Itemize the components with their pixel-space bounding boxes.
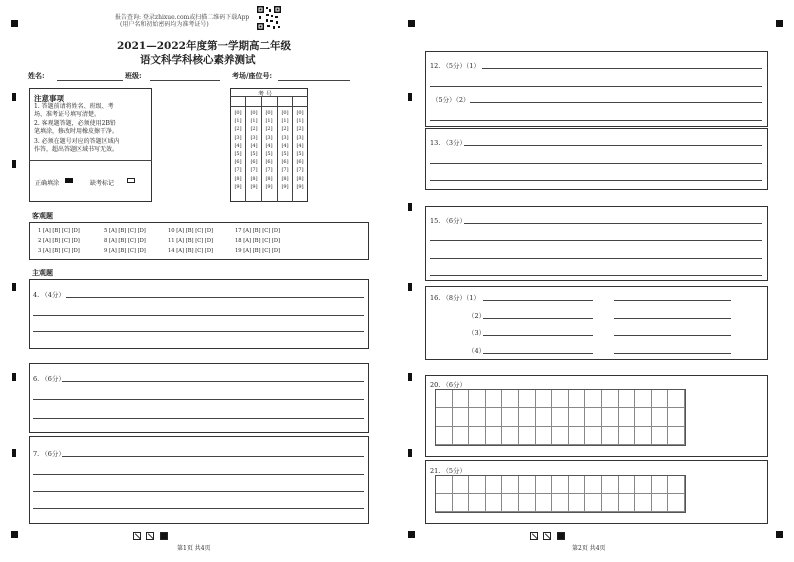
q6-answer-box bbox=[29, 363, 369, 433]
grid-cell[interactable] bbox=[585, 390, 602, 408]
exam-number-digit[interactable]: [2] bbox=[265, 126, 273, 133]
divider bbox=[29, 160, 152, 161]
exam-number-digit[interactable]: [9] bbox=[281, 183, 289, 190]
exam-number-digit[interactable]: [9] bbox=[265, 183, 273, 190]
exam-number-digit[interactable]: [3] bbox=[265, 134, 273, 141]
side-mark bbox=[12, 283, 16, 291]
answer-line[interactable] bbox=[33, 331, 364, 332]
objective-item[interactable]: 18 [A] [B] [C] [D] bbox=[235, 238, 281, 244]
objective-item[interactable]: 3 [A] [B] [C] [D] bbox=[38, 248, 80, 254]
objective-item[interactable]: 14 [A] [B] [C] [D] bbox=[168, 248, 214, 254]
grid-cell[interactable] bbox=[552, 408, 569, 426]
exam-number-digit[interactable]: [0] bbox=[265, 110, 273, 116]
exam-number-digit[interactable]: [5] bbox=[234, 151, 242, 158]
grid-cell[interactable] bbox=[668, 476, 685, 494]
grid-cell[interactable] bbox=[585, 427, 602, 445]
grid-cell[interactable] bbox=[602, 408, 619, 426]
grid-cell[interactable] bbox=[635, 390, 652, 408]
exam-number-digit[interactable]: [8] bbox=[296, 175, 304, 182]
grid-cell[interactable] bbox=[635, 476, 652, 494]
exam-number-digit[interactable]: [2] bbox=[296, 126, 304, 133]
grid-cell[interactable] bbox=[536, 476, 553, 494]
page-check-box bbox=[530, 532, 538, 540]
grid-cell[interactable] bbox=[502, 494, 519, 512]
grid-cell[interactable] bbox=[569, 427, 586, 445]
exam-number-digit[interactable]: [1] bbox=[234, 118, 242, 125]
grid-cell[interactable] bbox=[469, 476, 486, 494]
grid-cell[interactable] bbox=[668, 427, 685, 445]
answer-line[interactable] bbox=[482, 68, 762, 69]
grid-cell[interactable] bbox=[436, 390, 453, 408]
exam-number-digit[interactable]: [7] bbox=[281, 167, 289, 174]
grid-cell[interactable] bbox=[668, 494, 685, 512]
grid-cell[interactable] bbox=[652, 427, 669, 445]
grid-cell[interactable] bbox=[635, 408, 652, 426]
exam-number-digit[interactable]: [1] bbox=[250, 118, 258, 125]
grid-cell[interactable] bbox=[552, 390, 569, 408]
exam-number-digit[interactable]: [5] bbox=[281, 151, 289, 158]
q6-label: 6. （6分） bbox=[33, 375, 65, 383]
exam-number-digit[interactable]: [3] bbox=[250, 134, 258, 141]
qr-code bbox=[256, 5, 282, 31]
answer-line[interactable] bbox=[483, 300, 593, 301]
objective-item[interactable]: 2 [A] [B] [C] [D] bbox=[38, 238, 80, 244]
q15-answer-box bbox=[425, 206, 768, 281]
divider bbox=[261, 96, 262, 202]
grid-cell[interactable] bbox=[436, 427, 453, 445]
grid-cell[interactable] bbox=[502, 427, 519, 445]
objective-title: 客观题 bbox=[32, 211, 53, 220]
exam-number-digit[interactable]: [7] bbox=[296, 167, 304, 174]
q12-part2-label: （5分）（2） bbox=[432, 96, 470, 104]
grid-cell[interactable] bbox=[469, 408, 486, 426]
corner-mark bbox=[11, 20, 18, 27]
notice-title: 注意事项 bbox=[34, 94, 64, 103]
exam-number-column[interactable] bbox=[294, 109, 306, 191]
exam-number-digit[interactable]: [5] bbox=[265, 151, 273, 158]
exam-number-digit[interactable]: [1] bbox=[296, 118, 304, 125]
grid-cell[interactable] bbox=[536, 408, 553, 426]
class-label: 班级: bbox=[125, 71, 142, 80]
room-seat-label: 考场/座位号: bbox=[232, 71, 273, 80]
objective-item[interactable]: 9 [A] [B] [C] [D] bbox=[104, 248, 146, 254]
corner-mark bbox=[776, 20, 783, 27]
answer-line[interactable] bbox=[483, 353, 593, 354]
exam-number-column[interactable] bbox=[248, 109, 260, 191]
grid-cell[interactable] bbox=[652, 476, 669, 494]
objective-item[interactable]: 10 [A] [B] [C] [D] bbox=[168, 228, 214, 234]
grid-cell[interactable] bbox=[569, 408, 586, 426]
grid-cell[interactable] bbox=[619, 408, 636, 426]
notice-item: 3. 必须在题号对应的答题区域内作答，超出答题区域书写无效。 bbox=[34, 138, 120, 153]
grid-cell[interactable] bbox=[519, 494, 536, 512]
exam-number-column[interactable] bbox=[279, 109, 291, 191]
side-mark bbox=[408, 93, 412, 101]
grid-cell[interactable] bbox=[552, 494, 569, 512]
side-mark bbox=[12, 160, 16, 168]
q4-answer-box bbox=[29, 279, 369, 349]
answer-line[interactable] bbox=[430, 180, 762, 181]
grid-cell[interactable] bbox=[502, 476, 519, 494]
exam-number-digit[interactable]: [0] bbox=[250, 110, 258, 116]
exam-number-digit[interactable]: [2] bbox=[281, 126, 289, 133]
correct-fill-label: 正确填涂 bbox=[35, 180, 60, 187]
objective-column[interactable] bbox=[168, 226, 213, 256]
q16-part-label: （4） bbox=[468, 347, 486, 355]
answer-line[interactable] bbox=[483, 318, 593, 319]
objective-item[interactable]: 5 [A] [B] [C] [D] bbox=[104, 228, 146, 234]
exam-number-digit[interactable]: [8] bbox=[281, 175, 289, 182]
exam-number-digit[interactable]: [2] bbox=[250, 126, 258, 133]
page-number: 第2页 共4页 bbox=[572, 545, 606, 552]
divider bbox=[230, 96, 308, 97]
side-mark bbox=[12, 93, 16, 101]
grid-cell[interactable] bbox=[436, 408, 453, 426]
answer-line[interactable] bbox=[430, 240, 762, 241]
side-mark bbox=[12, 373, 16, 381]
exam-number-digit[interactable]: [0] bbox=[296, 110, 304, 116]
grid-cell[interactable] bbox=[602, 390, 619, 408]
grid-cell[interactable] bbox=[453, 390, 470, 408]
answer-line[interactable] bbox=[33, 491, 364, 492]
q16-part-label: （2） bbox=[468, 312, 486, 320]
exam-number-digit[interactable]: [9] bbox=[234, 183, 242, 190]
grid-cell[interactable] bbox=[668, 408, 685, 426]
exam-number-digit[interactable]: [3] bbox=[234, 134, 242, 141]
answer-line[interactable] bbox=[62, 456, 364, 457]
answer-line[interactable] bbox=[33, 474, 364, 475]
q20-writing-grid[interactable] bbox=[435, 389, 686, 446]
answer-line[interactable] bbox=[614, 335, 731, 336]
subjective-title: 主观题 bbox=[32, 268, 53, 277]
q16-label: 16. （8分）（1） bbox=[430, 294, 480, 302]
exam-number-column[interactable] bbox=[263, 109, 275, 191]
answer-line[interactable] bbox=[430, 163, 762, 164]
grid-cell[interactable] bbox=[585, 494, 602, 512]
exam-number-digit[interactable]: [4] bbox=[265, 142, 273, 149]
exam-number-digit[interactable]: [7] bbox=[265, 167, 273, 174]
grid-cell[interactable] bbox=[519, 427, 536, 445]
grid-cell[interactable] bbox=[536, 427, 553, 445]
exam-number-digit[interactable]: [4] bbox=[296, 142, 304, 149]
q4-label: 4. （4分） bbox=[33, 291, 65, 299]
grid-cell[interactable] bbox=[436, 494, 453, 512]
grid-cell[interactable] bbox=[453, 427, 470, 445]
answer-line[interactable] bbox=[464, 223, 762, 224]
side-mark bbox=[408, 203, 412, 211]
corner-mark bbox=[776, 531, 783, 538]
grid-cell[interactable] bbox=[502, 390, 519, 408]
grid-cell[interactable] bbox=[519, 408, 536, 426]
page-number: 第1页 共4页 bbox=[177, 545, 211, 552]
exam-title: 2021—2022年度第一学期高二年级 bbox=[117, 40, 291, 52]
answer-line[interactable] bbox=[614, 353, 731, 354]
exam-number-digit[interactable]: [6] bbox=[250, 159, 258, 166]
grid-cell[interactable] bbox=[602, 494, 619, 512]
exam-number-digit[interactable]: [8] bbox=[265, 175, 273, 182]
grid-cell[interactable] bbox=[486, 476, 503, 494]
objective-column[interactable] bbox=[235, 226, 280, 256]
page-check-box bbox=[160, 532, 168, 540]
q13-label: 13. （3分） bbox=[430, 139, 467, 147]
exam-number-digit[interactable]: [1] bbox=[281, 118, 289, 125]
exam-number-digit[interactable]: [8] bbox=[234, 175, 242, 182]
exam-number-digit[interactable]: [7] bbox=[234, 167, 242, 174]
exam-number-digit[interactable]: [1] bbox=[265, 118, 273, 125]
grid-cell[interactable] bbox=[536, 494, 553, 512]
answer-line[interactable] bbox=[66, 297, 364, 298]
grid-cell[interactable] bbox=[519, 390, 536, 408]
grid-cell[interactable] bbox=[569, 476, 586, 494]
page-check-box bbox=[146, 532, 154, 540]
exam-number-digit[interactable]: [4] bbox=[281, 142, 289, 149]
answer-line[interactable] bbox=[464, 145, 762, 146]
answer-line[interactable] bbox=[470, 102, 762, 103]
name-label: 姓名: bbox=[28, 71, 45, 80]
exam-number-digit[interactable]: [0] bbox=[234, 110, 242, 116]
exam-number-digit[interactable]: [8] bbox=[250, 175, 258, 182]
grid-cell[interactable] bbox=[469, 390, 486, 408]
page-check-box bbox=[543, 532, 551, 540]
room-seat-field[interactable] bbox=[232, 71, 350, 81]
answer-line[interactable] bbox=[430, 86, 762, 87]
q16-part-label: （3） bbox=[468, 329, 486, 337]
notice-item: 2. 客观题答题，必须使用2B铅笔填涂，修改时用橡皮擦干净。 bbox=[34, 120, 119, 135]
grid-cell[interactable] bbox=[619, 390, 636, 408]
grid-cell[interactable] bbox=[619, 427, 636, 445]
report-query-text: 报告查询: 登录zhixue.com或扫描二维码下载App bbox=[115, 14, 250, 21]
exam-number-digit[interactable]: [5] bbox=[250, 151, 258, 158]
page-check-box bbox=[133, 532, 141, 540]
answer-line[interactable] bbox=[33, 399, 364, 400]
grid-cell[interactable] bbox=[635, 427, 652, 445]
answer-line[interactable] bbox=[614, 300, 731, 301]
exam-number-digit[interactable]: [7] bbox=[250, 167, 258, 174]
grid-cell[interactable] bbox=[453, 476, 470, 494]
grid-cell[interactable] bbox=[585, 408, 602, 426]
grid-cell[interactable] bbox=[453, 408, 470, 426]
objective-column[interactable] bbox=[38, 226, 80, 256]
objective-column[interactable] bbox=[104, 226, 146, 256]
exam-number-digit[interactable]: [9] bbox=[250, 183, 258, 190]
grid-cell[interactable] bbox=[602, 476, 619, 494]
exam-number-digit[interactable]: [6] bbox=[265, 159, 273, 166]
grid-cell[interactable] bbox=[569, 390, 586, 408]
grid-cell[interactable] bbox=[519, 476, 536, 494]
grid-cell[interactable] bbox=[469, 427, 486, 445]
exam-subtitle: 语文科学科核心素养测试 bbox=[140, 54, 256, 66]
grid-cell[interactable] bbox=[486, 390, 503, 408]
name-field[interactable] bbox=[28, 71, 123, 81]
exam-number-digit[interactable]: [6] bbox=[281, 159, 289, 166]
grid-cell[interactable] bbox=[486, 494, 503, 512]
objective-item[interactable]: 17 [A] [B] [C] [D] bbox=[235, 228, 281, 234]
grid-cell[interactable] bbox=[453, 494, 470, 512]
class-field[interactable] bbox=[125, 71, 220, 81]
grid-cell[interactable] bbox=[652, 494, 669, 512]
grid-cell[interactable] bbox=[469, 494, 486, 512]
q20-label: 20. （6分） bbox=[430, 381, 467, 389]
exam-number-label: 考 号 bbox=[258, 91, 272, 98]
exam-number-digit[interactable]: [4] bbox=[234, 142, 242, 149]
objective-item[interactable]: 11 [A] [B] [C] [D] bbox=[168, 238, 214, 244]
objective-item[interactable]: 1 [A] [B] [C] [D] bbox=[38, 228, 80, 234]
correct-fill-sample bbox=[65, 178, 73, 183]
grid-cell[interactable] bbox=[552, 427, 569, 445]
grid-cell[interactable] bbox=[536, 390, 553, 408]
q21-label: 21. （5分） bbox=[430, 467, 467, 475]
exam-number-digit[interactable]: [2] bbox=[234, 126, 242, 133]
grid-cell[interactable] bbox=[585, 476, 602, 494]
absent-mark-box[interactable] bbox=[127, 178, 135, 183]
side-mark bbox=[12, 449, 16, 457]
notice-item: 1. 答题前请将姓名、班级、考场、准考证号填写清楚。 bbox=[34, 103, 114, 118]
grid-cell[interactable] bbox=[552, 476, 569, 494]
exam-number-digit[interactable]: [6] bbox=[296, 159, 304, 166]
divider bbox=[292, 96, 293, 202]
grid-cell[interactable] bbox=[619, 476, 636, 494]
page-check-box bbox=[557, 532, 565, 540]
corner-mark bbox=[408, 20, 415, 27]
grid-cell[interactable] bbox=[602, 427, 619, 445]
answer-line[interactable] bbox=[62, 381, 364, 382]
grid-cell[interactable] bbox=[486, 427, 503, 445]
exam-number-digit[interactable]: [9] bbox=[296, 183, 304, 190]
answer-line[interactable] bbox=[483, 335, 593, 336]
corner-mark bbox=[408, 531, 415, 538]
divider bbox=[277, 96, 278, 202]
q21-writing-grid[interactable] bbox=[435, 475, 686, 513]
exam-number-digit[interactable]: [6] bbox=[234, 159, 242, 166]
side-mark bbox=[408, 449, 412, 457]
q12-label: 12. （5分）（1） bbox=[430, 62, 480, 70]
divider bbox=[245, 96, 246, 202]
side-mark bbox=[408, 283, 412, 291]
answer-line[interactable] bbox=[430, 275, 762, 276]
exam-number-column[interactable] bbox=[232, 109, 244, 191]
grid-cell[interactable] bbox=[668, 390, 685, 408]
q7-answer-box bbox=[29, 436, 369, 524]
grid-cell[interactable] bbox=[652, 408, 669, 426]
absent-mark-label: 缺考标记 bbox=[90, 180, 115, 187]
grid-cell[interactable] bbox=[569, 494, 586, 512]
exam-number-digit[interactable]: [0] bbox=[281, 110, 289, 116]
answer-line[interactable] bbox=[33, 315, 364, 316]
side-mark bbox=[408, 373, 412, 381]
objective-item[interactable]: 19 [A] [B] [C] [D] bbox=[235, 248, 281, 254]
q15-label: 15. （6分） bbox=[430, 217, 467, 225]
exam-number-digit[interactable]: [3] bbox=[296, 134, 304, 141]
exam-number-digit[interactable]: [4] bbox=[250, 142, 258, 149]
answer-line[interactable] bbox=[430, 120, 762, 121]
exam-number-digit[interactable]: [5] bbox=[296, 151, 304, 158]
answer-line[interactable] bbox=[430, 258, 762, 259]
answer-line[interactable] bbox=[33, 508, 364, 509]
corner-mark bbox=[11, 531, 18, 538]
objective-item[interactable]: 8 [A] [B] [C] [D] bbox=[104, 238, 146, 244]
grid-cell[interactable] bbox=[486, 408, 503, 426]
divider bbox=[230, 106, 308, 107]
account-hint-text: (用户名和初始密码均为准考证号) bbox=[120, 21, 209, 28]
exam-number-digit[interactable]: [3] bbox=[281, 134, 289, 141]
grid-cell[interactable] bbox=[436, 476, 453, 494]
answer-line[interactable] bbox=[33, 418, 364, 419]
grid-cell[interactable] bbox=[502, 408, 519, 426]
q7-label: 7. （6分） bbox=[33, 450, 65, 458]
grid-cell[interactable] bbox=[635, 494, 652, 512]
answer-line[interactable] bbox=[614, 318, 731, 319]
grid-cell[interactable] bbox=[652, 390, 669, 408]
grid-cell[interactable] bbox=[619, 494, 636, 512]
